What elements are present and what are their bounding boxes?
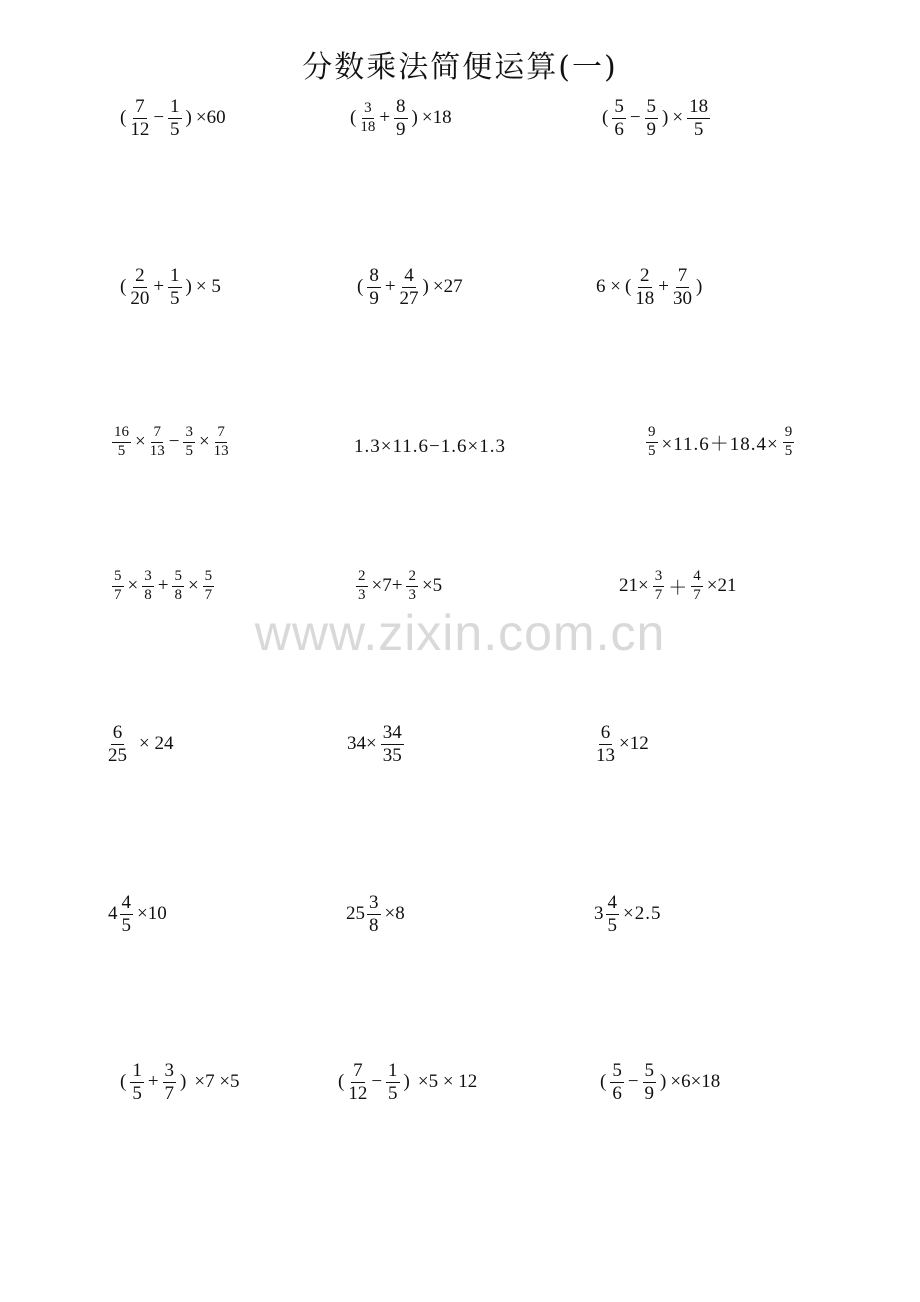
problem-3-3 xyxy=(644,425,796,460)
operator: × xyxy=(187,575,199,597)
fraction: $\frac{5}{9}$ xyxy=(644,1060,655,1104)
operand-tail: ×7 ×5 xyxy=(194,1071,240,1093)
fraction: 4 5 xyxy=(607,892,617,936)
operator: + xyxy=(658,276,670,298)
operator: − xyxy=(371,1071,383,1093)
problem-3-2 xyxy=(352,436,508,458)
watermark: www.zixin.com.cn xyxy=(254,605,666,661)
fraction: 5 6 xyxy=(614,96,624,140)
problem-1-1 xyxy=(118,97,228,140)
paren-open: ( xyxy=(357,276,364,298)
fraction: 7 12 xyxy=(130,96,150,140)
paren-open: ( xyxy=(338,1071,345,1093)
operator: ＋ xyxy=(668,577,688,599)
problem-1-2 xyxy=(348,97,454,140)
problem-7-1 xyxy=(118,1061,242,1104)
expression-text: ×7+ xyxy=(371,575,403,597)
fraction: 4 5 xyxy=(121,892,131,936)
fraction: $\frac{5}{8}$ xyxy=(174,568,182,603)
fraction: 2 18 xyxy=(635,265,655,309)
paren-close: ) xyxy=(696,276,703,298)
operand-tail: ×21 xyxy=(706,575,737,597)
fraction: $\frac{1}{5}$ xyxy=(170,96,180,140)
operator: × xyxy=(672,107,684,129)
operator: × xyxy=(135,431,146,453)
fraction: 1 5 xyxy=(132,1060,142,1104)
mixed-number xyxy=(594,893,621,936)
operator: + xyxy=(379,107,391,129)
problem-6-2 xyxy=(346,893,407,936)
problem-2-1 xyxy=(118,266,223,309)
fraction: $\frac{3}{7}$ xyxy=(164,1060,175,1104)
fraction: $\frac{18}{5}$ xyxy=(689,96,709,140)
problem-4-3 xyxy=(617,569,738,604)
operator: + xyxy=(153,276,165,298)
fraction: 2 20 xyxy=(130,265,150,309)
page-title: 分数乘法简便运算(一) xyxy=(302,50,618,85)
operand-tail: ×8 xyxy=(384,903,405,925)
fraction: $\frac{16}{5}$ xyxy=(114,424,129,459)
paren-close: ) xyxy=(403,1071,410,1093)
operator: − xyxy=(168,431,180,453)
problem-1-3 xyxy=(600,97,712,140)
mixed-whole: 4 xyxy=(108,903,118,925)
fraction: $\frac{7}{13}$ xyxy=(213,424,229,459)
paren-open: ( xyxy=(120,107,127,129)
problem-7-3 xyxy=(598,1061,722,1104)
problem-2-2 xyxy=(355,266,465,309)
mixed-whole: 3 xyxy=(594,903,604,925)
paren-close: ) xyxy=(185,276,192,298)
paren-open: ( xyxy=(600,1071,607,1093)
problem-5-2 xyxy=(345,723,406,766)
operator: × xyxy=(198,431,210,453)
paren-open: ( xyxy=(624,276,632,298)
paren-close: ) xyxy=(180,1071,187,1093)
paren-open: ( xyxy=(602,107,609,129)
fraction: $\frac{5}{7}$ xyxy=(204,568,213,603)
fraction: $\frac{7}{13}$ xyxy=(149,424,165,459)
operand-tail: ×2.5 xyxy=(623,903,662,925)
problem-4-1 xyxy=(110,569,216,604)
operator: + xyxy=(384,276,396,298)
operator: × xyxy=(127,575,139,597)
problem-4-2 xyxy=(354,569,444,604)
operand-head: 21× xyxy=(619,575,649,597)
operand-tail: ×12 xyxy=(619,733,649,755)
fraction: $\frac{3}{7}$ xyxy=(654,568,663,603)
operand-tail: ×5 × 12 xyxy=(417,1071,478,1093)
fraction: $\frac{3}{5}$ xyxy=(185,424,193,459)
mixed-number xyxy=(108,893,135,936)
paren-close: ) xyxy=(422,276,429,298)
expression-text: ×11.6＋18.4× xyxy=(661,433,779,455)
fraction: $\frac{2}{3}$ xyxy=(358,568,366,603)
operand-tail: ×60 xyxy=(195,107,226,129)
fraction: 5 6 xyxy=(612,1060,622,1104)
operator: + xyxy=(157,575,169,597)
operand-head: 34× xyxy=(347,733,377,755)
operator: − xyxy=(627,1071,639,1093)
problem-3-1 xyxy=(110,425,231,460)
fraction: $\frac{6}{13}$ xyxy=(596,722,615,766)
operand-tail: × 5 xyxy=(195,276,221,298)
fraction: $\frac{1}{5}$ xyxy=(388,1060,398,1104)
problem-6-1 xyxy=(108,893,169,936)
operand-tail: ×10 xyxy=(137,903,167,925)
paren-close: ) xyxy=(662,107,669,129)
operand-tail: ×6×18 xyxy=(670,1071,721,1093)
operand-head: 6 × xyxy=(596,276,621,298)
fraction: $\frac{5}{7}$ xyxy=(114,568,122,603)
fraction: $\frac{1}{5}$ xyxy=(170,265,180,309)
paren-open: ( xyxy=(120,276,127,298)
fraction: $\frac{2}{3}$ xyxy=(408,568,416,603)
fraction: 3 18 xyxy=(360,100,376,135)
fraction: $\frac{7}{30}$ xyxy=(673,265,693,309)
operand-tail: ×27 xyxy=(432,276,463,298)
fraction: 7 12 xyxy=(348,1060,368,1104)
paren-open: ( xyxy=(120,1071,127,1093)
problem-5-3 xyxy=(594,723,651,766)
fraction: $\frac{3}{8}$ xyxy=(144,568,152,603)
paren-open: ( xyxy=(350,107,357,129)
fraction: $\frac{4}{7}$ xyxy=(693,568,701,603)
paren-close: ) xyxy=(185,107,192,129)
operand-tail: ×18 xyxy=(421,107,452,129)
problem-5-1 xyxy=(106,723,175,766)
fraction: $\frac{5}{9}$ xyxy=(646,96,657,140)
expression-text: 1.3×11.6−1.6×1.3 xyxy=(354,436,506,457)
operand-tail: ×5 xyxy=(421,575,443,597)
paren-close: ) xyxy=(660,1071,667,1093)
problem-6-3 xyxy=(594,893,663,936)
problem-2-3 xyxy=(594,266,704,309)
fraction: $\frac{8}{9}$ xyxy=(396,96,406,140)
operator: + xyxy=(147,1071,159,1093)
fraction: $\frac{4}{27}$ xyxy=(399,265,419,309)
problem-7-2 xyxy=(336,1061,479,1104)
fraction: 3 8 xyxy=(369,892,379,936)
mixed-whole: 25 xyxy=(346,903,365,925)
fraction: $\frac{6}{25}$ xyxy=(108,722,127,766)
operand-tail: × 24 xyxy=(139,733,174,755)
fraction: 8 9 xyxy=(369,265,379,309)
paren-close: ) xyxy=(411,107,418,129)
fraction: $\frac{9}{5}$ xyxy=(784,424,793,459)
operator: − xyxy=(629,107,641,129)
fraction: $\frac{34}{35}$ xyxy=(382,722,402,766)
operator: − xyxy=(153,107,165,129)
mixed-number xyxy=(346,893,383,936)
fraction: $\frac{9}{5}$ xyxy=(648,424,656,459)
